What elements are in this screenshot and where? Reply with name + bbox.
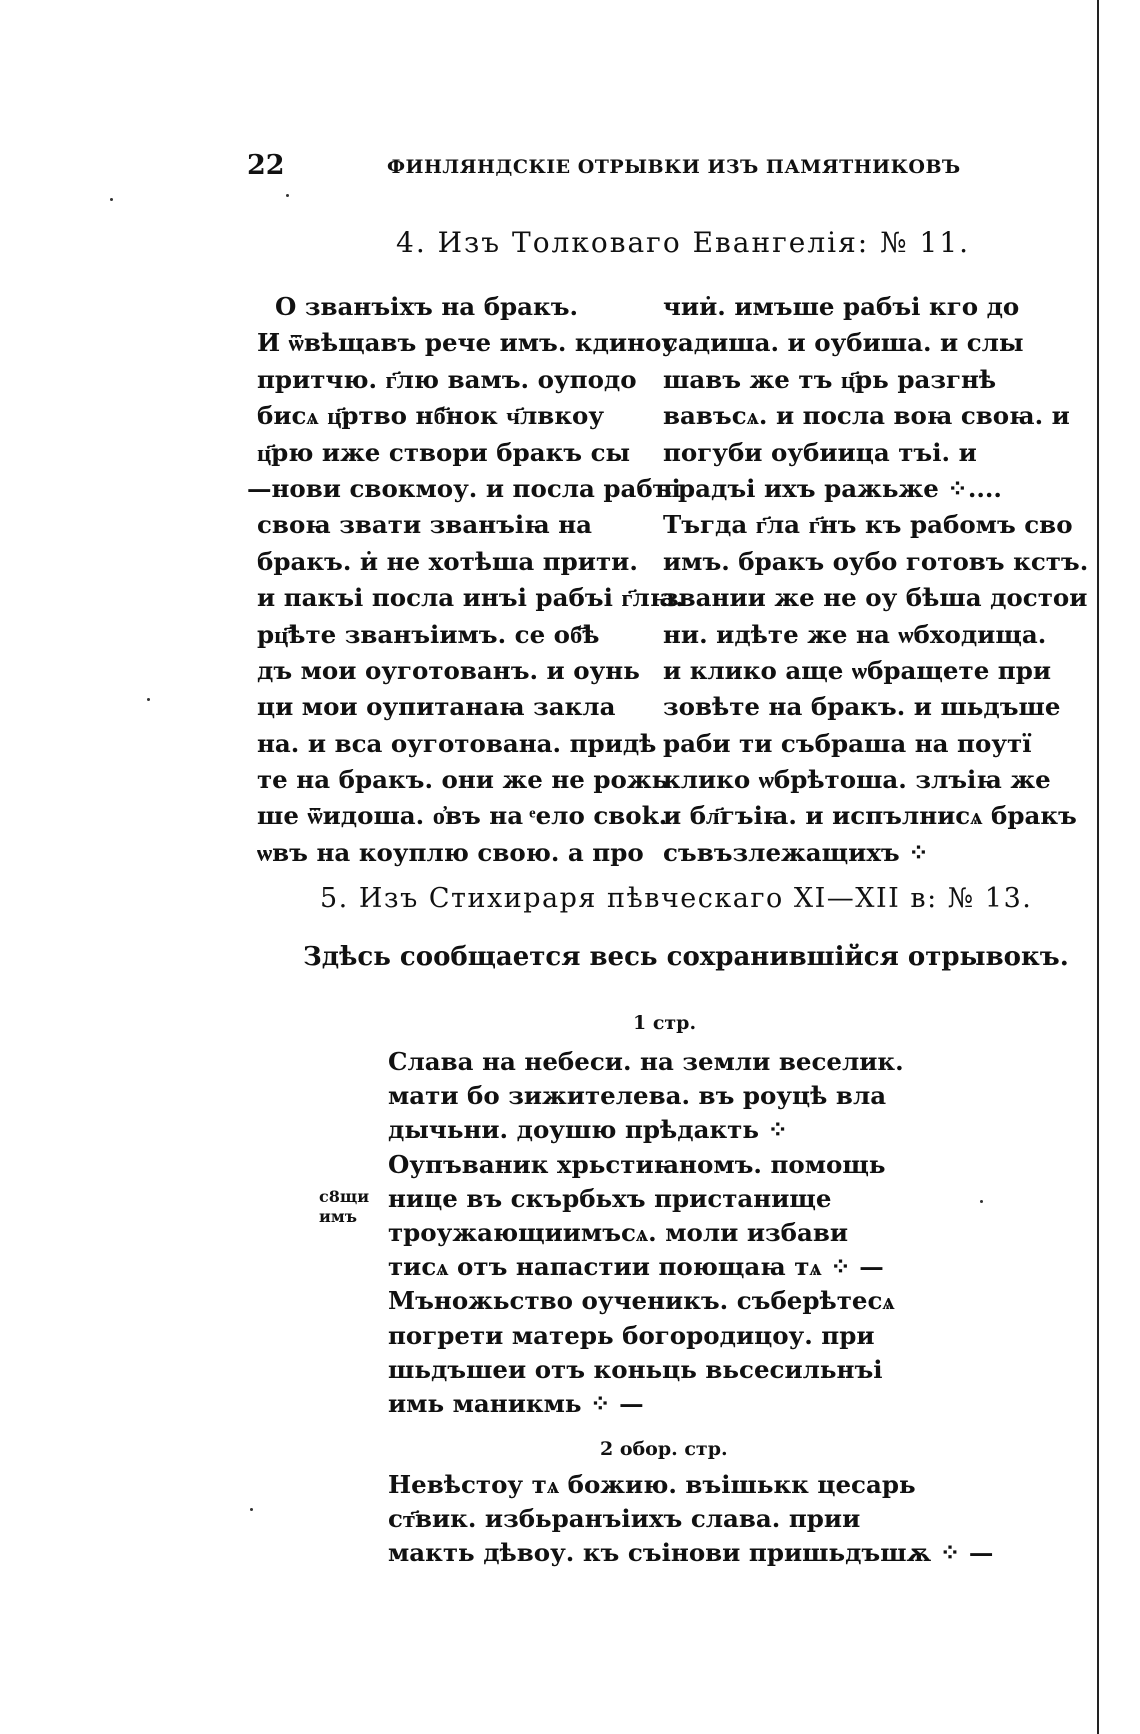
text-line: погуби оубиица тъі. и xyxy=(663,437,977,467)
verse-line: дычьни. доушю прѣдакть ⁘ xyxy=(388,1115,789,1145)
text-line: те на бракъ. они же не рожь xyxy=(257,765,669,795)
verse-line: погрети матерь богородицоу. при xyxy=(388,1320,875,1350)
page-edge-rule xyxy=(1097,0,1099,1734)
text-line: своꙗ звати званъіꙗ на xyxy=(257,510,593,540)
page-number: 22 xyxy=(247,150,285,181)
page-2-label: 2 обор. стр. xyxy=(600,1438,728,1460)
print-speck xyxy=(250,1508,253,1511)
text-line: бракъ. и̇ не хотѣша прити. xyxy=(257,546,638,576)
text-line: притчю. г҃лю вамъ. оуподо xyxy=(257,364,637,394)
text-line: и бл҃гъіꙗ. и испълнисѧ бракъ xyxy=(663,801,1077,831)
text-line: —нови свокмоу. и посла рабъі xyxy=(247,473,681,503)
text-line: ѡвъ на коуплю свою. а про xyxy=(257,837,644,867)
text-line: О званъіхъ на бракъ. xyxy=(275,292,579,321)
text-line: ц҃рю иже створи бракъ сы xyxy=(257,437,631,467)
verse-line: шьдъшеи отъ коньць вьсесильнъі xyxy=(388,1354,883,1384)
section-5-intro: Здѣсь сообщается весь сохранившійся отрывокъ. xyxy=(303,942,1069,972)
verse-line: тисѧ отъ напастии поющаꙗ тѧ ⁘ — xyxy=(388,1252,884,1282)
section-5-heading: 5. Изъ Стихираря пѣвческаго XI—XII в: № 13. xyxy=(320,883,1033,914)
text-line: ше ѿидоша. о҆въ на ͤело своk. xyxy=(257,801,668,831)
text-line: звании же не оу бѣша достои xyxy=(663,583,1088,613)
print-speck xyxy=(286,194,289,197)
text-line: зовѣте на бракъ. и шьдъше xyxy=(663,692,1061,722)
print-speck xyxy=(980,1200,983,1203)
print-speck xyxy=(110,198,113,201)
text-line: вавъсѧ. и посла воꙗ своꙗ. и xyxy=(663,401,1070,431)
text-line: чии̇. имъше рабъі кго до xyxy=(663,292,1020,321)
text-line: и пакъі посла инъі рабъі г҃лꙗ. xyxy=(257,583,684,613)
text-line: градъі ихъ ражьже ⁘.... xyxy=(663,473,1002,503)
text-line: ни. идѣте же на ѡбходища. xyxy=(663,619,1047,649)
text-line: садиша. и оубиша. и слы xyxy=(663,328,1024,358)
verse-line: мати бо зижителева. въ роуцѣ вла xyxy=(388,1081,887,1111)
page-1-label: 1 стр. xyxy=(633,1012,697,1034)
verse-line: макть дѣвоу. къ съінови пришьдъшѫ ⁘ — xyxy=(388,1538,994,1568)
stichera-page-2 xyxy=(388,1468,993,1571)
text-line: рц҃ѣте званъіимъ. се об҃ѣ xyxy=(257,619,600,649)
verse-line: имь маникмь ⁘ — xyxy=(388,1388,644,1418)
text-line: и клико аще ѡбращете при xyxy=(663,655,1052,685)
text-line: дъ мои оуготованъ. и оунь xyxy=(257,655,640,685)
verse-line: Невѣстоу тѧ божию. въішькк цесарь xyxy=(388,1470,916,1499)
text-line: на. и вса оуготована. придѣ xyxy=(257,728,657,758)
print-speck xyxy=(147,698,150,701)
verse-line: ст҃вик. избьранъіихъ слава. прии xyxy=(388,1504,861,1534)
verse-line: нице въ скърбьхъ пристанище xyxy=(388,1183,832,1213)
text-line: ци мои оупитанаꙗ закла xyxy=(257,692,616,722)
text-line: бисѧ ц҃ртво нб҃нок ч҃лвкоу xyxy=(257,401,605,431)
text-line: имъ. бракъ оубо готовъ кстъ. xyxy=(663,546,1089,576)
text-line: И ѿвѣщавъ рече имъ. кдиноу xyxy=(257,328,678,358)
text-line: съвъзлежащихъ ⁘ xyxy=(663,837,929,867)
verse-line: троужающиимъсѧ. моли избави xyxy=(388,1217,849,1247)
section-4-heading: 4. Изъ Толковаго Евангелія: № 11. xyxy=(396,226,971,259)
section-4-left-column xyxy=(247,289,684,871)
margin-note-line: с8щи xyxy=(319,1187,370,1206)
text-line: клико ѡбрѣтоша. злъіꙗ же xyxy=(663,765,1051,795)
text-line: Тъгда г҃ла г҃нъ къ рабомъ сво xyxy=(663,510,1073,540)
text-line: раби ти събраша на поутї xyxy=(663,728,1032,758)
margin-note xyxy=(319,1187,369,1227)
running-title: ФИНЛЯНДСКІЕ ОТРЫВКИ ИЗЪ ПАМЯТНИКОВЪ xyxy=(387,156,961,178)
running-head xyxy=(247,150,961,184)
margin-note-line: имъ xyxy=(319,1207,358,1226)
verse-line: Мъножьство оученикъ. съберѣтесѧ xyxy=(388,1286,895,1316)
stichera-page-1 xyxy=(388,1045,904,1421)
section-4-right-column xyxy=(663,289,1088,871)
verse-line: Оупъваник хрьстиꙗномъ. помощь xyxy=(388,1149,886,1179)
verse-line: Слава на небеси. на земли веселик. xyxy=(388,1047,904,1076)
text-line: шавъ же тъ ц҃рь разгнѣ xyxy=(663,364,997,394)
